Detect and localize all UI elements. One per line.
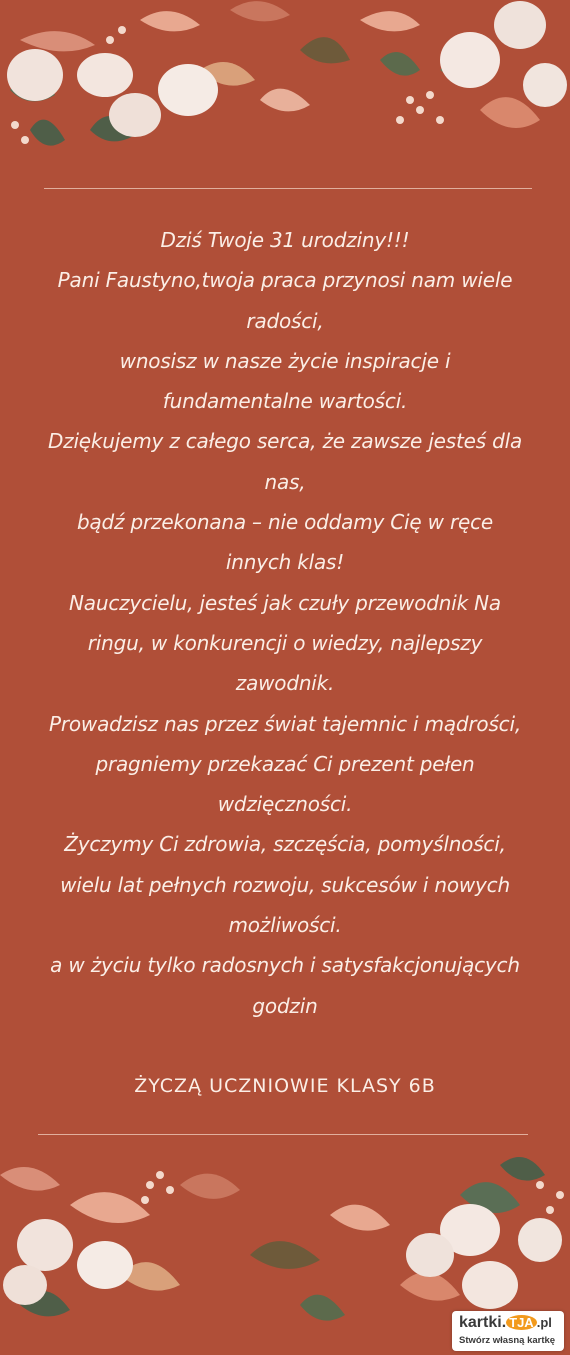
greeting-message [20,220,550,1106]
message-line: godzin [252,993,318,1018]
message-line: Życzymy Ci zdrowia, szczęścia, pomyślności, [64,832,506,857]
logo-brand [459,1314,552,1332]
signature: ŻYCZĄ UCZNIOWIE KLASY 6B [134,1074,436,1097]
blank-line [20,1026,550,1066]
logo-brand-highlight: TJA [506,1315,537,1330]
divider-bottom [38,1134,528,1135]
message-line: zawodnik. [235,671,335,696]
message-line: a w życiu tylko radosnych i satysfakcjonujących [50,953,520,978]
message-line: Dziękujemy z całego serca, że zawsze jesteś dla [47,429,523,454]
logo-tagline: Stwórz własną kartkę [459,1335,556,1346]
message-line: nas, [264,469,306,494]
message-line: możliwości. [228,913,342,938]
message-line: Pani Faustyno,twoja praca przynosi nam wiele [57,268,513,293]
divider-top [44,188,532,189]
message-line: Prowadzisz nas przez świat tajemnic i mądrości, [49,711,521,736]
message-line: Dziś Twoje 31 urodziny!!! [160,228,410,252]
message-line: wnosisz w nasze życie inspiracje i [119,348,451,373]
message-line: wdzięczności. [217,792,353,817]
message-line: radości, [246,308,324,333]
logo-brand-suffix: .pl [536,1315,552,1330]
message-line: wielu lat pełnych rozwoju, sukcesów i nowych [60,872,510,897]
message-line: fundamentalne wartości. [162,389,408,414]
message-line: Nauczycielu, jesteś jak czuły przewodnik Na [69,590,501,615]
floral-border-top [0,0,570,180]
message-line: bądź przekonana – nie oddamy Cię w ręce [77,510,493,535]
kartki-logo[interactable] [452,1311,564,1351]
message-line: ringu, w konkurencji o wiedzy, najlepszy [87,630,483,655]
white-petal-icon [7,1,567,137]
message-line: pragniemy przekazać Ci prezent pełen [95,751,475,776]
logo-brand-prefix: kartki. [459,1314,507,1331]
message-line: innych klas! [225,550,345,575]
